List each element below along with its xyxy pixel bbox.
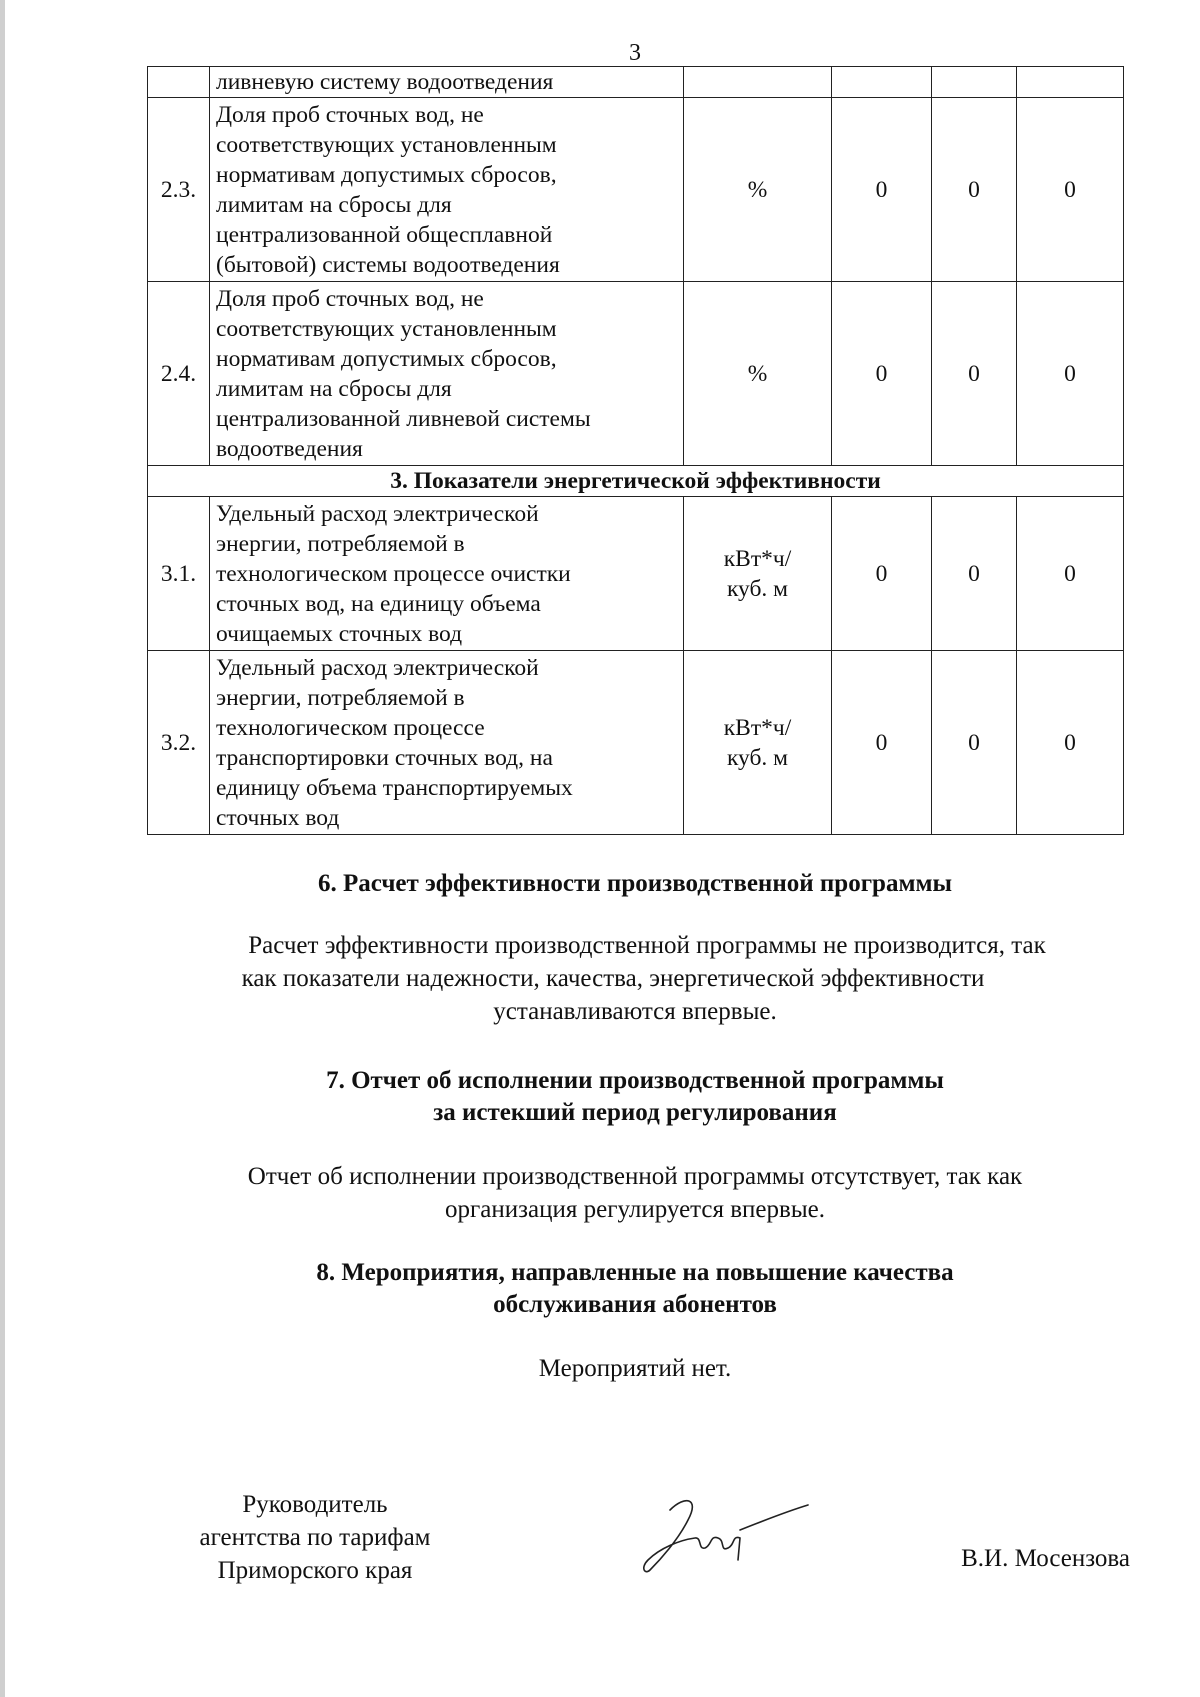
- name-line: централизованной ливневой системы: [216, 405, 591, 432]
- section-6-title: 6. Расчет эффективности производственной программы: [317, 870, 953, 897]
- unit-cell: %: [684, 98, 832, 282]
- text-line: организация регулируется впервые.: [445, 1196, 825, 1223]
- name-line: энергии, потребляемой в: [216, 530, 465, 557]
- name-line: централизованной общесплавной: [216, 221, 553, 248]
- page-edge: [0, 0, 5, 1697]
- section-7-title: [0, 1065, 1200, 1129]
- handwritten-signature: [640, 1490, 810, 1580]
- title-line: обслуживания абонентов: [493, 1291, 777, 1318]
- unit-cell: %: [684, 282, 832, 466]
- value-cell: 0: [932, 651, 1017, 835]
- row-number-cell: 3.1.: [148, 497, 210, 651]
- name-line: энергии, потребляемой в: [216, 684, 465, 711]
- table-row: [148, 282, 1124, 466]
- section-6-text: [0, 929, 1200, 1028]
- table-row: [148, 98, 1124, 282]
- row-number-cell: 2.3.: [148, 98, 210, 282]
- name-line: нормативам допустимых сбросов,: [216, 161, 557, 188]
- title-line: за истекший период регулирования: [433, 1099, 837, 1126]
- name-line: соответствующих установленным: [216, 315, 557, 342]
- name-line: Удельный расход электрической: [216, 654, 539, 681]
- row-name-cell: [210, 497, 684, 651]
- name-line: Доля проб сточных вод, не: [216, 101, 484, 128]
- page-number: 3: [629, 40, 641, 66]
- section-header-row: [148, 466, 1124, 497]
- row-number-cell: 2.4.: [148, 282, 210, 466]
- section-7-text: [0, 1160, 1200, 1226]
- name-line: лимитам на сбросы для: [216, 375, 452, 402]
- unit-line: куб. м: [726, 575, 789, 602]
- name-line: сточных вод: [216, 804, 340, 831]
- name-line: Доля проб сточных вод, не: [216, 285, 484, 312]
- value-cell: 0: [832, 651, 932, 835]
- value-cell: 0: [932, 497, 1017, 651]
- unit-line: кВт*ч/: [723, 714, 792, 741]
- name-line: (бытовой) системы водоотведения: [216, 251, 560, 278]
- text-line: устанавливаются впервые.: [493, 998, 777, 1025]
- text-line: Отчет об исполнении производственной программы отсутствует, так как: [247, 1163, 1023, 1190]
- name-line: сточных вод, на единицу объема: [216, 590, 541, 617]
- row-number-cell: 3.2.: [148, 651, 210, 835]
- row-name-cell: [210, 651, 684, 835]
- value-cell: 0: [832, 98, 932, 282]
- value-cell: 0: [1017, 282, 1124, 466]
- name-line: водоотведения: [216, 435, 363, 462]
- name-line: лимитам на сбросы для: [216, 191, 452, 218]
- section-8-text: Мероприятий нет.: [538, 1355, 732, 1382]
- table-row: [148, 497, 1124, 651]
- row-name-cell: [210, 98, 684, 282]
- unit-cell: [684, 497, 832, 651]
- value-cell: 0: [1017, 98, 1124, 282]
- section-8-title: [0, 1257, 1200, 1321]
- row-name-cell: [210, 282, 684, 466]
- signatory-position: [165, 1488, 465, 1587]
- name-line: единицу объема транспортируемых: [216, 774, 573, 801]
- position-line: агентства по тарифам: [199, 1524, 431, 1551]
- name-line: технологическом процессе: [216, 714, 485, 741]
- value-cell: 0: [832, 497, 932, 651]
- position-line: Приморского края: [217, 1557, 413, 1584]
- title-line: 8. Мероприятия, направленные на повышение качества: [316, 1259, 954, 1286]
- text-line: как показатели надежности, качества, энергетической эффективности: [241, 965, 985, 992]
- table-row: [148, 651, 1124, 835]
- name-line: технологическом процессе очистки: [216, 560, 571, 587]
- value-cell: 0: [832, 282, 932, 466]
- value-cell: 0: [1017, 497, 1124, 651]
- value-cell: 0: [932, 98, 1017, 282]
- section-header-cell: 3. Показатели энергетической эффективности: [148, 466, 1124, 497]
- name-line: транспортировки сточных вод, на: [216, 744, 553, 771]
- unit-line: кВт*ч/: [723, 545, 792, 572]
- text-line: Расчет эффективности производственной программы не производится, так: [248, 932, 1046, 959]
- unit-cell: [684, 651, 832, 835]
- row-name-cell: ливневую систему водоотведения: [210, 67, 684, 98]
- position-line: Руководитель: [242, 1491, 388, 1518]
- unit-line: куб. м: [726, 744, 789, 771]
- value-cell: 0: [932, 282, 1017, 466]
- name-line: соответствующих установленным: [216, 131, 557, 158]
- value-cell: 0: [1017, 651, 1124, 835]
- table-row: [148, 67, 1124, 98]
- name-line: нормативам допустимых сбросов,: [216, 345, 557, 372]
- name-line: Удельный расход электрической: [216, 500, 539, 527]
- row-number-cell: [148, 67, 210, 98]
- name-line: очищаемых сточных вод: [216, 620, 463, 647]
- indicators-table: [147, 66, 1124, 835]
- title-line: 7. Отчет об исполнении производственной программы: [326, 1067, 944, 1094]
- signatory-name: В.И. Мосензова: [961, 1545, 1130, 1572]
